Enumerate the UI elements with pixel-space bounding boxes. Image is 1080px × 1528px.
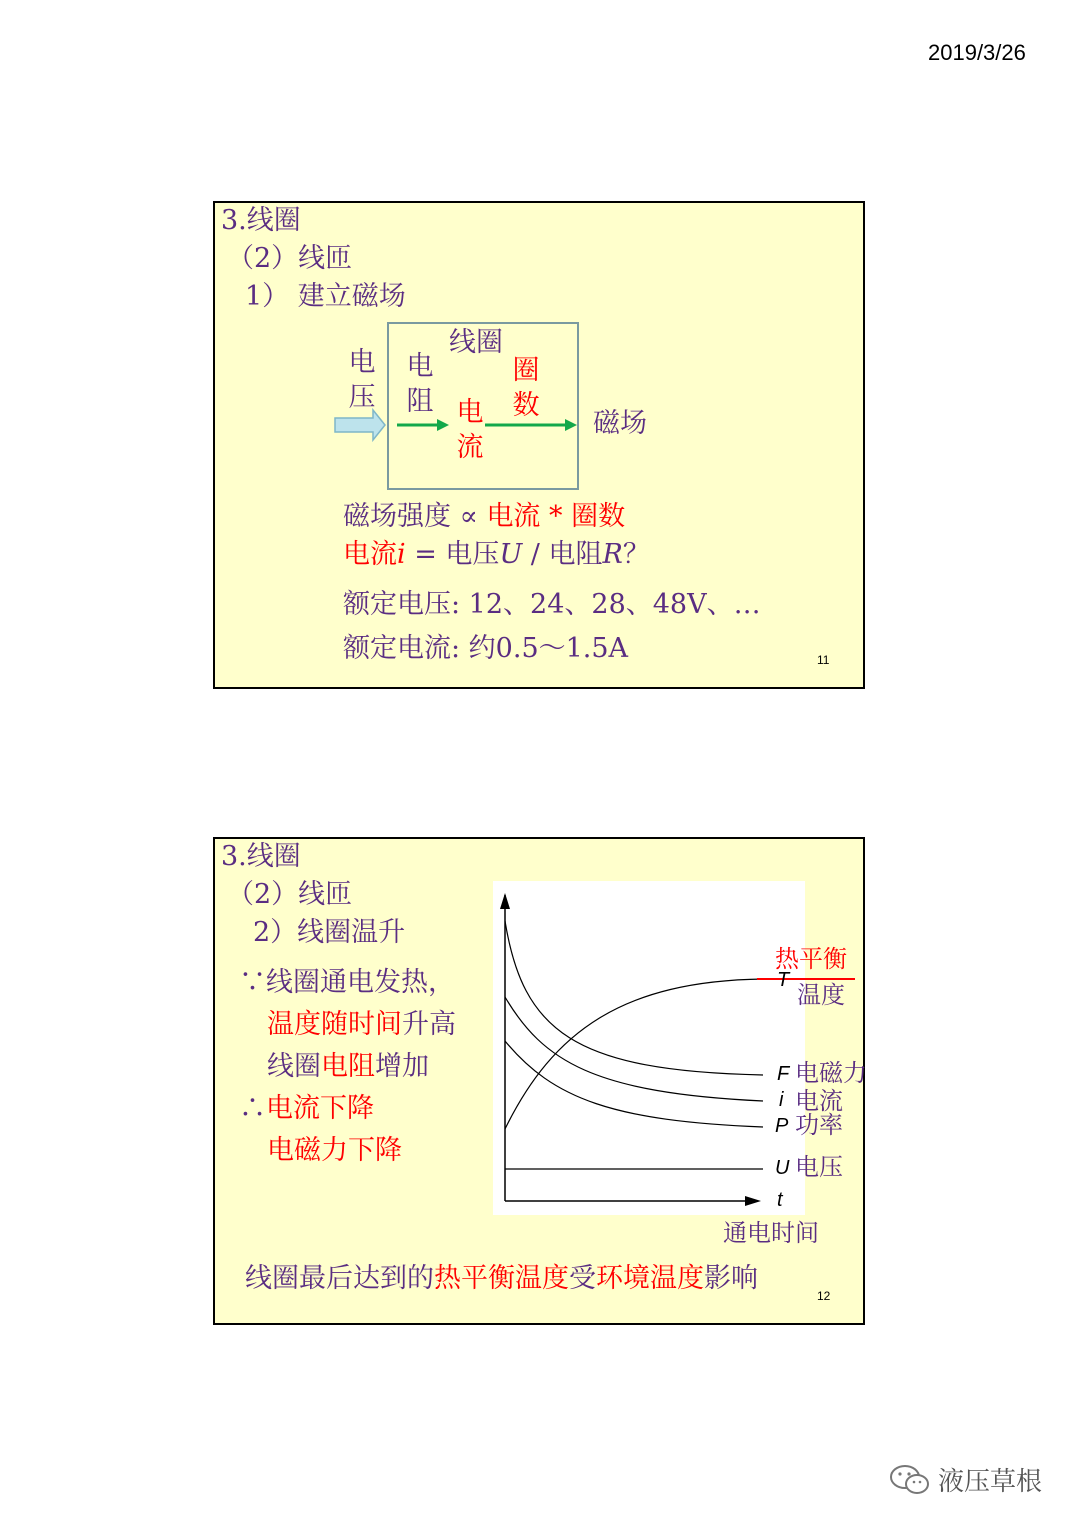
arrowhead-1 bbox=[437, 419, 449, 431]
rated-voltage: 额定电压: 12、24、28、48V、… bbox=[343, 589, 761, 620]
t-axis-label: t bbox=[777, 1189, 783, 1211]
rated-current: 额定电流: 约0.5～1.5A bbox=[343, 633, 629, 664]
coil-label: 线圈 bbox=[449, 327, 503, 358]
slide-11 bbox=[213, 201, 865, 689]
P-label: P bbox=[775, 1115, 789, 1137]
page-number: 12 bbox=[817, 1289, 831, 1303]
voltage-label: 电 压 bbox=[348, 347, 376, 413]
current-label: 电 流 bbox=[456, 397, 484, 463]
force-label: 电磁力 bbox=[795, 1059, 867, 1087]
section-heading: （2）线匝 bbox=[227, 243, 353, 274]
U-label: U bbox=[775, 1157, 790, 1179]
section-heading: （2）线匝 bbox=[227, 879, 353, 910]
formula-ohms-law: 电流i = 电压U / 电阻R？ bbox=[343, 539, 650, 570]
current-curve-label: 电流 bbox=[795, 1087, 843, 1115]
watermark-text: 液压草根 bbox=[938, 1467, 1043, 1497]
magnetic-field-label: 磁场 bbox=[593, 408, 647, 439]
temperature-label: 温度 bbox=[797, 981, 845, 1009]
reason-heat: ∵线圈通电发热， bbox=[239, 967, 455, 998]
wechat-watermark bbox=[888, 1461, 1042, 1498]
reason-resistance: 线圈电阻增加 bbox=[267, 1051, 429, 1082]
subsection-heading: 1） 建立磁场 bbox=[245, 281, 406, 312]
page-number: 11 bbox=[817, 653, 830, 667]
voltage-curve-label: 电压 bbox=[795, 1153, 843, 1181]
F-label: F bbox=[777, 1063, 790, 1085]
reason-temperature: 温度随时间升高 bbox=[267, 1009, 456, 1040]
conclusion: 线圈最后达到的热平衡温度受环境温度影响 bbox=[245, 1263, 758, 1294]
x-axis-title: 通电时间 bbox=[723, 1219, 819, 1247]
input-arrow bbox=[335, 410, 385, 440]
power-label: 功率 bbox=[795, 1111, 843, 1139]
slide-title: 3.线圈 bbox=[221, 841, 301, 872]
equilibrium-marker bbox=[215, 839, 867, 1327]
result-current: ∴电流下降 bbox=[239, 1093, 374, 1124]
i-label: i bbox=[779, 1089, 784, 1111]
arrowhead-2 bbox=[565, 419, 577, 431]
formula-field-strength: 磁场强度 ∝ 电流 * 圈数 bbox=[343, 501, 626, 532]
thermal-equilibrium-label: 热平衡 bbox=[775, 945, 847, 973]
wechat-icon bbox=[888, 1463, 932, 1497]
page-date: 2019/3/26 bbox=[928, 40, 1026, 65]
slide-title: 3.线圈 bbox=[221, 205, 301, 236]
T-label: T bbox=[777, 969, 790, 991]
result-force: 电磁力下降 bbox=[267, 1135, 402, 1166]
turns-label: 圈 数 bbox=[512, 355, 540, 421]
subsection-heading: 2）线圈温升 bbox=[253, 917, 406, 948]
resistance-label: 电 阻 bbox=[406, 351, 434, 417]
slide-12 bbox=[213, 837, 865, 1325]
